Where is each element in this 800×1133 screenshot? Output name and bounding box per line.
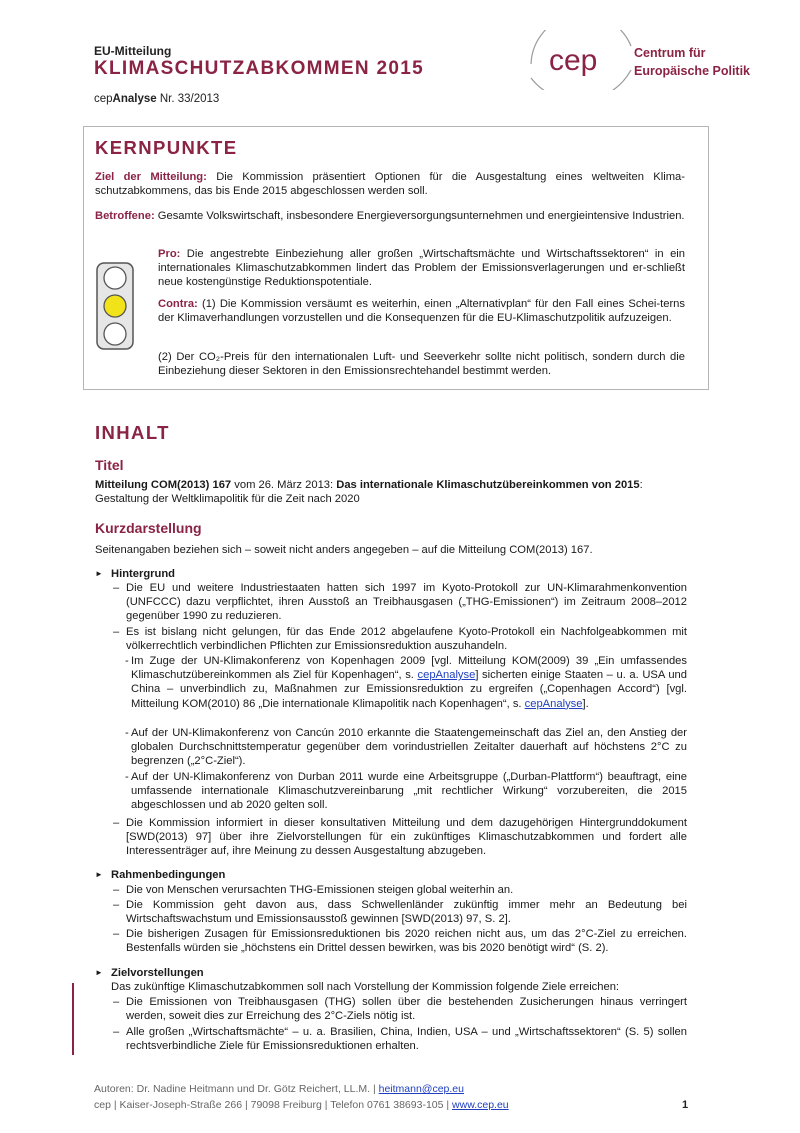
cep-analyse-link[interactable]: cepAnalyse xyxy=(524,697,583,710)
list-item: – Die von Menschen verursachten THG-Emissionen steigen global weiterhin an. xyxy=(113,884,514,896)
logo-text: cep xyxy=(549,44,598,77)
rahmen-heading: ► Rahmenbedingungen xyxy=(95,869,226,881)
contra2-paragraph: (2) Der CO₂-Preis für den internationalen Luft- und Seeverkehr sollte nicht politisch, sondern durch die Einbeziehung dieser Sektoren in den Emissionsrechtehandel bestimmt werden. xyxy=(158,351,685,378)
inhalt-heading: INHALT xyxy=(95,422,170,443)
org-name: Centrum für Europäische Politik xyxy=(634,46,751,78)
triangle-bullet-icon: ► xyxy=(95,870,103,879)
sub-list-item: - Im Zuge der UN-Klimakonferenz von Kopenhagen 2009 [vgl. Mitteilung KOM(2009) 39 „Ein umfassendes Klimaschutzübereinkommen als Ziel für Kopenhagen“, s. cepAnalyse] sicherten einige Staaten – u. a. USA und China – unverbindlich zu, Maßnahmen zur Emissionsreduktion zu ergreifen („Copenhagen Accord“) [vgl. Mitteilung KOM(2010) 86 „Die internationale Klimapolitik nach Kopenhagen“, s. cepAnalyse]. xyxy=(125,655,687,710)
ziel-intro: Das zukünftige Klimaschutzabkommen soll nach Vorstellung der Kommission folgende Ziele erreichen: xyxy=(111,981,620,993)
contra-paragraph: Contra: (1) Die Kommission versäumt es weiterhin, einen „Alternativplan“ für den Fall eines Schei-terns der Klimaverhandlungen vorzustellen und die Konsequenzen für die EU-Klimaschutzpolitik aufzuzeigen. xyxy=(158,298,685,325)
analysis-number: cepAnalyse Nr. 33/2013 xyxy=(94,93,220,105)
titel-heading: Titel xyxy=(95,457,124,473)
ziel-paragraph: Ziel der Mitteilung: Die Kommission präsentiert Optionen für die Ausgestaltung eines weltweiten Klima-schutzabkommens, das bis Ende 2015 abgeschlossen werden soll. xyxy=(95,171,685,198)
list-item: – Es ist bislang nicht gelungen, für das Ende 2012 abgelaufene Kyoto-Protokoll ein Nachfolgeabkommen mit völkerrechtlich verbindlichen Pflichten zur Emissionsreduktion auszuhandeln. xyxy=(113,626,687,653)
kurz-intro: Seitenangaben beziehen sich – soweit nicht anders angegeben – auf die Mitteilung COM(2013) 167. xyxy=(95,544,593,556)
cep-analyse-link[interactable]: cepAnalyse xyxy=(417,669,476,682)
list-item: – Die bisherigen Zusagen für Emissionsreduktionen bis 2020 reichen nicht aus, um das 2°C-Ziel zu erreichen. Bestenfalls würden sie „höchstens ein Drittel dessen bewirken, was bis 2020 benötigt wird“ (S. 2). xyxy=(113,928,687,955)
website-link[interactable]: www.cep.eu xyxy=(452,1099,509,1111)
traffic-light-yellow xyxy=(104,295,126,317)
sub-list-item: - Auf der UN-Klimakonferenz von Durban 2011 wurde eine Arbeitsgruppe („Durban-Plattform“) beauftragt, eine umfassende internationale Klimaschutzvereinbarung „mit rechtlicher Wirkung“ vorzubereiten, die 2015 abgeschlossen und ab 2020 gelten soll. xyxy=(125,771,687,812)
footer-address: cep | Kaiser-Joseph-Straße 266 | 79098 Freiburg | Telefon 0761 38693-105 | www.cep.eu xyxy=(94,1099,509,1111)
footer-authors: Autoren: Dr. Nadine Heitmann und Dr. Götz Reichert, LL.M. | heitmann@cep.eu xyxy=(94,1083,464,1095)
margin-marker xyxy=(72,983,74,1055)
page-number: 1 xyxy=(682,1099,689,1111)
list-item: – Die Kommission informiert in dieser konsultativen Mitteilung und dem dazugehörigen Hintergrunddokument [SWD(2013) 97] über ihre Zielvorstellungen für ein zukünftiges Klimaschutzabkommen und fordert alle Interessenträger auf, ihre Meinung zu dessen Ausgestaltung abzugeben. xyxy=(113,817,687,858)
zielvorstellungen-heading: ► Zielvorstellungen xyxy=(95,967,204,979)
pro-paragraph: Pro: Die angestrebte Einbeziehung aller großen „Wirtschaftsmächte und Wirtschaftssektoren“ in ein internationales Klimaschutzabkommen lindert das Problem der Emissionsverlagerungen und er-schließt neue kostengünstige Reduktionspotentiale. xyxy=(158,248,685,289)
betroffene-paragraph: Betroffene: Gesamte Volkswirtschaft, insbesondere Energieversorgungsunternehmen und energieintensive Industrien. xyxy=(95,210,685,222)
traffic-light-green xyxy=(104,323,126,345)
kurzdarstellung-heading: Kurzdarstellung xyxy=(95,520,202,536)
kernpunkte-heading: KERNPUNKTE xyxy=(95,137,238,158)
traffic-light-icon xyxy=(96,262,134,350)
titel-line: Mitteilung COM(2013) 167 vom 26. März 2013: Das internationale Klimaschutzübereinkommen von 2015: xyxy=(95,479,643,491)
author-email-link[interactable]: heitmann@cep.eu xyxy=(378,1083,464,1095)
triangle-bullet-icon: ► xyxy=(95,569,103,578)
titel-subtitle: Gestaltung der Weltklimapolitik für die Zeit nach 2020 xyxy=(95,493,360,505)
cep-logo xyxy=(523,30,635,90)
traffic-light-red xyxy=(104,267,126,289)
sub-list-item: - Auf der UN-Klimakonferenz von Cancún 2010 erkannte die Staatengemeinschaft das Ziel an, den Anstieg der globalen Durchschnittstemperatur gegenüber dem vorindustriellen Zeitalter dauerhaft auf höchstens 2°C zu begrenzen („2°C-Ziel“). xyxy=(125,727,687,768)
list-item: – Die EU und weitere Industriestaaten hatten sich 1997 im Kyoto-Protokoll zur UN-Klimarahmenkonvention (UNFCCC) dazu verpflichtet, ihren Ausstoß an Treibhausgasen („THG-Emissionen“) im Zeitraum 2008–2012 gegenüber 1990 zu reduzieren. xyxy=(113,582,687,623)
list-item: – Alle großen „Wirtschaftsmächte“ – u. a. Brasilien, China, Indien, USA – und „Wirtschaftssektoren“ (S. 5) sollen rechtsverbindliche Ziele für Emissionsreduktionen erhalten. xyxy=(113,1026,687,1053)
hintergrund-heading: ► Hintergrund xyxy=(95,568,176,580)
triangle-bullet-icon: ► xyxy=(95,968,103,977)
list-item: – Die Emissionen von Treibhausgasen (THG) sollen über die bestehenden Zusicherungen hinaus verringert werden, soweit dies zur Erreichung des 2°C-Ziels nötig ist. xyxy=(113,996,687,1023)
document-title: KLIMASCHUTZABKOMMEN 2015 xyxy=(94,58,424,79)
document-kicker: EU-Mitteilung xyxy=(94,44,172,58)
list-item: – Die Kommission geht davon aus, dass Schwellenländer zukünftig immer mehr an Bedeutung bei Wirtschaftswachstum und Emissionsausstoß gewinnen [SWD(2013) 97, S. 2]. xyxy=(113,899,687,926)
